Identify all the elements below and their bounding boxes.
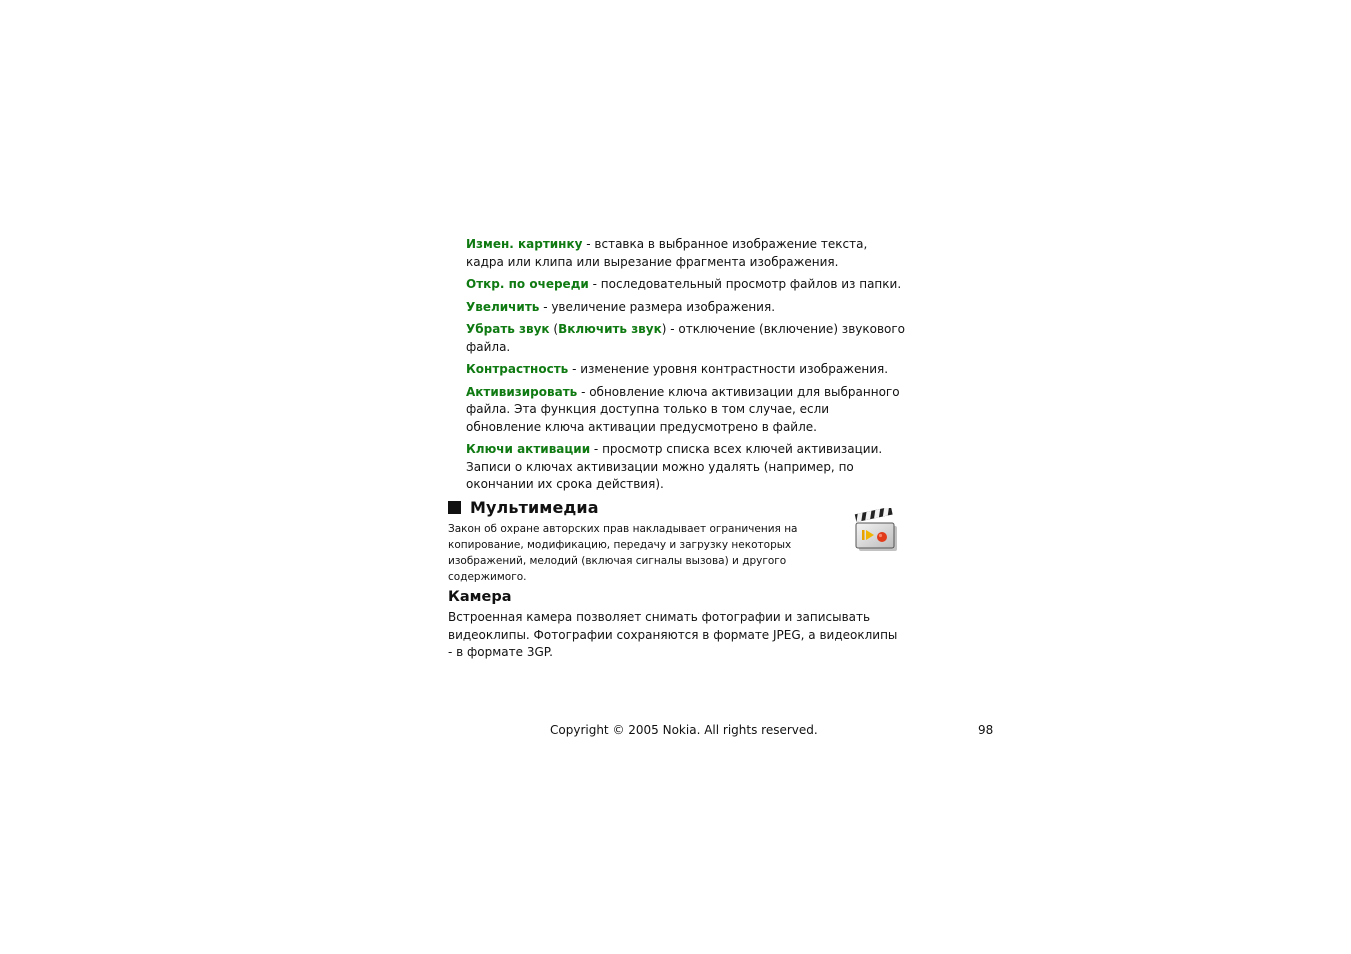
option-term: Активизировать bbox=[466, 384, 578, 399]
option-term: Измен. картинку bbox=[466, 237, 583, 251]
footer-copyright: Copyright © 2005 Nokia. All rights reserved. bbox=[550, 723, 818, 737]
square-bullet-icon bbox=[448, 501, 461, 514]
option-slideshow bbox=[466, 276, 906, 294]
option-term: Убрать звук bbox=[466, 322, 550, 336]
option-term-alt: Включить звук bbox=[558, 322, 662, 336]
subsection-title: Камера bbox=[448, 589, 512, 605]
option-contrast bbox=[466, 361, 906, 379]
option-desc: - изменение уровня контрастности изображения. bbox=[568, 362, 889, 376]
section-heading bbox=[448, 496, 908, 518]
option-desc: - обновление ключа активизации для выбранного файла. Эта функция доступна только в том случае, если обновление ключа активации предусмотрено в файле. bbox=[466, 384, 900, 434]
option-term: Контрастность bbox=[466, 362, 569, 376]
page-number: 98 bbox=[978, 723, 994, 737]
option-desc: - вставка в выбранное изображение текста, кадра или клипа или вырезание фрагмента изображения. bbox=[466, 237, 868, 269]
option-desc: - увеличение размера изображения. bbox=[539, 299, 776, 314]
subsection-body: Встроенная камера позволяет снимать фотографии и записывать видеоклипы. Фотографии сохраняются в формате JPEG, а видеоклипы - в формате 3GP. bbox=[448, 610, 898, 659]
option-edit-image bbox=[466, 236, 906, 271]
options-list bbox=[466, 236, 906, 499]
option-desc: - последовательный просмотр файлов из папки. bbox=[588, 277, 902, 291]
multimedia-section bbox=[448, 496, 908, 585]
option-term: Увеличить bbox=[466, 299, 540, 314]
camera-subsection bbox=[448, 589, 898, 662]
option-term: Ключи активации bbox=[466, 442, 591, 456]
option-activation-keys bbox=[466, 441, 906, 494]
multimedia-clapperboard-icon bbox=[853, 508, 899, 554]
option-zoom-in bbox=[466, 299, 906, 317]
option-mute bbox=[466, 321, 906, 356]
section-intro: Закон об охране авторских прав накладывает ограничения на копирование, модификацию, передачу и загрузку некоторых изображений, мелодий (включая сигналы вызова) и другого содержимого. bbox=[448, 523, 798, 583]
option-activate bbox=[466, 384, 906, 437]
section-title: Мультимедиа bbox=[470, 497, 599, 517]
option-term: Откр. по очереди bbox=[466, 277, 589, 291]
option-desc: ) - отключение (включение) звукового файла. bbox=[466, 322, 906, 354]
option-paren-open: ( bbox=[549, 322, 559, 336]
option-desc: - просмотр списка всех ключей активизации. Записи о ключах активизации можно удалять (например, по окончании их срока действия). bbox=[466, 442, 883, 491]
